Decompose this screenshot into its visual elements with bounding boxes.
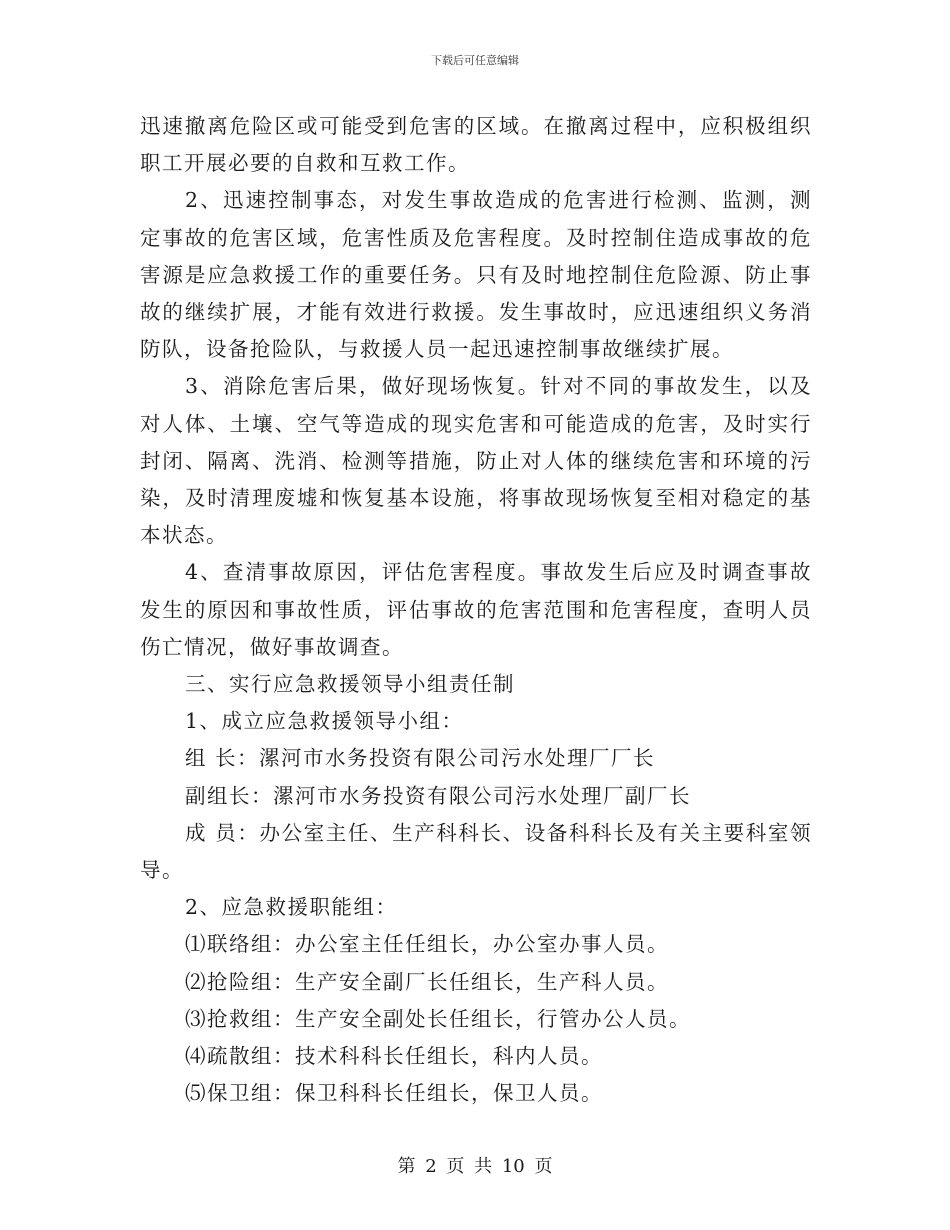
header-note: 下载后可任意编辑 [431, 54, 519, 67]
list-item: ⑸保卫组：保卫科科长任组长，保卫人员。 [185, 1081, 603, 1106]
list-item: ⑴联络组：办公室主任任组长，办公室办事人员。 [185, 932, 669, 957]
list-item: ⑶抢救组：生产安全副处长任组长，行管办公人员。 [185, 1006, 691, 1031]
paragraph: 副组长：漯河市水务投资有限公司污水处理厂副厂长 [185, 783, 691, 808]
document-body [140, 108, 812, 1112]
paragraph: 成 员：办公室主任、生产科科长、设备科科长及有关主要科室领导。 [140, 820, 812, 883]
paragraph: 1、成立应急救援领导小组： [185, 709, 464, 734]
section-heading: 三、实行应急救援领导小组责任制 [185, 672, 515, 697]
paragraph: 2、迅速控制事态，对发生事故造成的危害进行检测、监测，测定事故的危害区域，危害性质及危害程度。及时控制住造成事故的危害源是应急救援工作的重要任务。只有及时地控制住危险源、防止事故的继续扩展，才能有效进行救援。发生事故时，应迅速组织义务消防队，设备抢险队，与救援人员一起迅速控制事故继续扩展。 [140, 188, 812, 362]
paragraph: 3、消除危害后果，做好现场恢复。针对不同的事故发生，以及对人体、土壤、空气等造成的现实危害和可能造成的危害，及时实行封闭、隔离、洗消、检测等措施，防止对人体的继续危害和环境的污染，及时清理废墟和恢复基本设施，将事故现场恢复至相对稳定的基本状态。 [140, 374, 812, 548]
paragraph: 组 长：漯河市水务投资有限公司污水处理厂厂长 [185, 746, 656, 771]
list-item: ⑵抢险组：生产安全副厂长任组长，生产科人员。 [185, 969, 669, 994]
list-item: ⑷疏散组：技术科科长任组长，科内人员。 [185, 1044, 603, 1069]
page-number: 第 2 页 共 10 页 [397, 1156, 553, 1177]
paragraph: 4、查清事故原因，评估危害程度。事故发生后应及时调查事故发生的原因和事故性质，评估事故的危害范围和危害程度，查明人员伤亡情况，做好事故调查。 [140, 560, 812, 659]
paragraph: 迅速撤离危险区或可能受到危害的区域。在撤离过程中，应积极组织职工开展必要的自救和互救工作。 [140, 114, 812, 176]
paragraph: 2、应急救援职能组： [185, 895, 398, 920]
